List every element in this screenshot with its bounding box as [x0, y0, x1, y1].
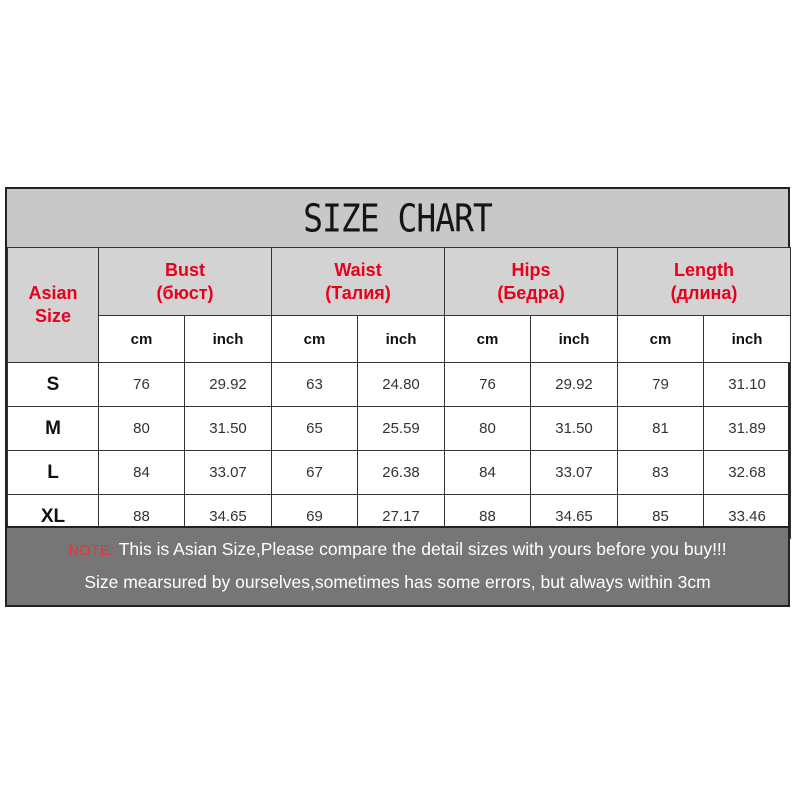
length-cm-cell: 81 [618, 407, 704, 451]
size-cell: M [8, 407, 99, 451]
group-header-waist [272, 248, 445, 316]
bust-cm-cell: 80 [99, 407, 185, 451]
group-header-hips [445, 248, 618, 316]
group-translation: (бюст) [156, 282, 214, 303]
size-cell: S [8, 363, 99, 407]
unit-header: cm [99, 316, 185, 363]
hips-inch-cell: 34.65 [531, 495, 618, 539]
group-translation: (длина) [670, 282, 738, 303]
hips-cm-cell: 88 [445, 495, 531, 539]
hips-inch-cell: 33.07 [531, 451, 618, 495]
bust-cm-cell: 76 [99, 363, 185, 407]
unit-header: inch [185, 316, 272, 363]
waist-cm-cell: 63 [272, 363, 358, 407]
group-translation: (Бедра) [497, 282, 565, 303]
bust-inch-cell: 33.07 [185, 451, 272, 495]
title-bar [7, 189, 788, 249]
group-translation: (Талия) [325, 282, 391, 303]
length-cm-cell: 79 [618, 363, 704, 407]
length-cm-cell: 85 [618, 495, 704, 539]
bust-inch-cell: 29.92 [185, 363, 272, 407]
hips-cm-cell: 76 [445, 363, 531, 407]
bust-inch-cell: 31.50 [185, 407, 272, 451]
bust-inch-cell: 34.65 [185, 495, 272, 539]
table-row-l [8, 451, 791, 495]
group-header-length [618, 248, 791, 316]
chart-title: SIZE CHART [303, 195, 492, 241]
unit-header: cm [618, 316, 704, 363]
length-cm-cell: 83 [618, 451, 704, 495]
size-header-line1: Asian [28, 283, 78, 303]
waist-inch-cell: 24.80 [358, 363, 445, 407]
waist-cm-cell: 67 [272, 451, 358, 495]
unit-header: inch [704, 316, 791, 363]
unit-header: inch [358, 316, 445, 363]
waist-cm-cell: 69 [272, 495, 358, 539]
waist-inch-cell: 27.17 [358, 495, 445, 539]
group-name: Waist [334, 259, 382, 280]
waist-cm-cell: 65 [272, 407, 358, 451]
unit-header: cm [445, 316, 531, 363]
table-row-m [8, 407, 791, 451]
bust-cm-cell: 88 [99, 495, 185, 539]
size-column-header [8, 248, 99, 363]
note-text: This is Asian Size,Please compare the detail sizes with yours before you buy!!! [114, 539, 727, 559]
size-cell: XL [8, 495, 99, 539]
note-line-2: Size mearsured by ourselves,sometimes has some errors, but always within 3cm [84, 572, 711, 592]
hips-inch-cell: 31.50 [531, 407, 618, 451]
group-name: Bust [165, 259, 205, 280]
waist-inch-cell: 25.59 [358, 407, 445, 451]
length-inch-cell: 31.89 [704, 407, 791, 451]
length-inch-cell: 33.46 [704, 495, 791, 539]
size-table [7, 247, 791, 539]
group-name: Length [674, 259, 735, 280]
hips-cm-cell: 80 [445, 407, 531, 451]
table-row-s [8, 363, 791, 407]
size-cell: L [8, 451, 99, 495]
note-line-1 [7, 539, 788, 560]
unit-header: inch [531, 316, 618, 363]
length-inch-cell: 31.10 [704, 363, 791, 407]
size-chart [5, 187, 790, 607]
hips-inch-cell: 29.92 [531, 363, 618, 407]
group-name: Hips [511, 259, 551, 280]
unit-header: cm [272, 316, 358, 363]
size-header-line2: Size [34, 306, 72, 326]
notes-panel [7, 526, 788, 605]
group-header-bust [99, 248, 272, 316]
waist-inch-cell: 26.38 [358, 451, 445, 495]
hips-cm-cell: 84 [445, 451, 531, 495]
bust-cm-cell: 84 [99, 451, 185, 495]
note-label: NOTE: [68, 542, 115, 559]
length-inch-cell: 32.68 [704, 451, 791, 495]
